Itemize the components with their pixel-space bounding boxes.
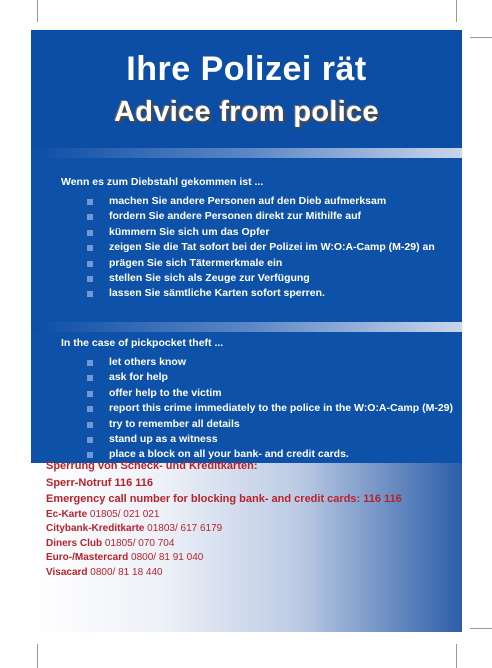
list-item xyxy=(87,386,453,401)
list-item-text: prägen Sie sich Tätermerkmale ein xyxy=(109,256,283,269)
square-bullet-icon xyxy=(87,199,93,205)
card-blocking-info xyxy=(46,458,402,580)
english-advice-panel xyxy=(31,332,462,463)
list-item xyxy=(87,256,435,271)
list-item xyxy=(87,286,435,301)
list-item-text: report this crime immediately to the police in the W:O:A-Camp (M-29) xyxy=(109,402,454,415)
german-intro: Wenn es zum Diebstahl gekommen ist ... xyxy=(61,176,264,188)
card-name: Ec-Karte xyxy=(46,508,88,520)
title-german: Ihre Polizei rät xyxy=(126,50,367,88)
square-bullet-icon xyxy=(87,230,93,236)
card-number: 01805/ 021 021 xyxy=(89,508,160,520)
list-item-text: zeigen Sie die Tat sofort bei der Polizei im W:O:A-Camp (M-29) an xyxy=(109,241,435,254)
list-item xyxy=(87,401,453,416)
list-item xyxy=(87,209,435,224)
square-bullet-icon xyxy=(87,261,93,267)
title-english: Advice from police xyxy=(114,96,379,128)
list-item xyxy=(87,225,435,240)
square-bullet-icon xyxy=(87,291,93,297)
list-item-text: stand up as a witness xyxy=(109,432,218,445)
square-bullet-icon xyxy=(87,360,93,366)
list-item xyxy=(87,370,453,385)
square-bullet-icon xyxy=(87,437,93,443)
crop-mark-bottom-left xyxy=(37,644,38,668)
square-bullet-icon xyxy=(87,245,93,251)
card-entry xyxy=(46,566,402,581)
card-name: Citybank-Kreditkarte xyxy=(46,523,145,534)
card-name: Diners Club xyxy=(46,537,103,549)
list-item-text: offer help to the victim xyxy=(109,386,222,399)
gradient-divider xyxy=(31,322,462,332)
list-item-text: ask for help xyxy=(109,371,168,384)
card-name: Visacard xyxy=(46,566,88,578)
card-number: 01805/ 070 704 xyxy=(104,537,175,549)
crop-mark-top-right xyxy=(456,0,457,22)
crop-mark-right-bottom xyxy=(470,628,492,629)
list-item-text: machen Sie andere Personen auf den Dieb aufmerksam xyxy=(109,195,387,207)
list-item-text: fordern Sie andere Personen direkt zur Mithilfe auf xyxy=(109,210,362,223)
list-item xyxy=(87,355,453,370)
crop-mark-top-left xyxy=(37,0,38,22)
blocking-heading: Sperrung von Scheck- und Kreditkarten: xyxy=(46,460,258,472)
english-advice-list xyxy=(87,355,453,463)
card-number: 0800/ 81 18 440 xyxy=(90,566,163,578)
card-entry xyxy=(46,551,402,566)
list-item-text: let others know xyxy=(109,356,187,368)
list-item xyxy=(87,240,435,255)
list-item-text: lassen Sie sämtliche Karten sofort sperren. xyxy=(109,287,325,300)
card-number: 01803/ 617 6179 xyxy=(147,523,223,534)
list-item-text: place a block on all your bank- and credit cards. xyxy=(109,448,349,461)
english-intro: In the case of pickpocket theft ... xyxy=(61,337,224,349)
square-bullet-icon xyxy=(87,406,93,412)
blocking-emergency-number: Emergency call number for blocking bank- and credit cards: 116 116 xyxy=(46,493,402,505)
square-bullet-icon xyxy=(87,375,93,381)
card-name: Euro-/Mastercard xyxy=(46,552,129,563)
card-entry xyxy=(46,522,402,537)
card-entry xyxy=(46,537,402,552)
crop-mark-right-top xyxy=(470,37,492,38)
list-item-text: stellen Sie sich als Zeuge zur Verfügung xyxy=(109,271,310,284)
german-advice-panel xyxy=(31,158,462,322)
list-item xyxy=(87,417,453,432)
list-item-text: kümmern Sie sich um das Opfer xyxy=(109,225,270,238)
list-item-text: try to remember all details xyxy=(109,417,240,430)
header-banner xyxy=(31,30,462,148)
list-item xyxy=(87,271,435,286)
square-bullet-icon xyxy=(87,422,93,428)
square-bullet-icon xyxy=(87,391,93,397)
square-bullet-icon xyxy=(87,276,93,282)
card-entry xyxy=(46,508,402,523)
list-item xyxy=(87,194,435,209)
list-item xyxy=(87,432,453,447)
gradient-divider xyxy=(31,148,462,158)
square-bullet-icon xyxy=(87,214,93,220)
german-advice-list xyxy=(87,194,435,302)
blocking-hotline: Sperr-Notruf 116 116 xyxy=(46,476,153,489)
card-number: 0800/ 81 91 040 xyxy=(131,552,204,563)
crop-mark-bottom-right xyxy=(456,644,457,668)
